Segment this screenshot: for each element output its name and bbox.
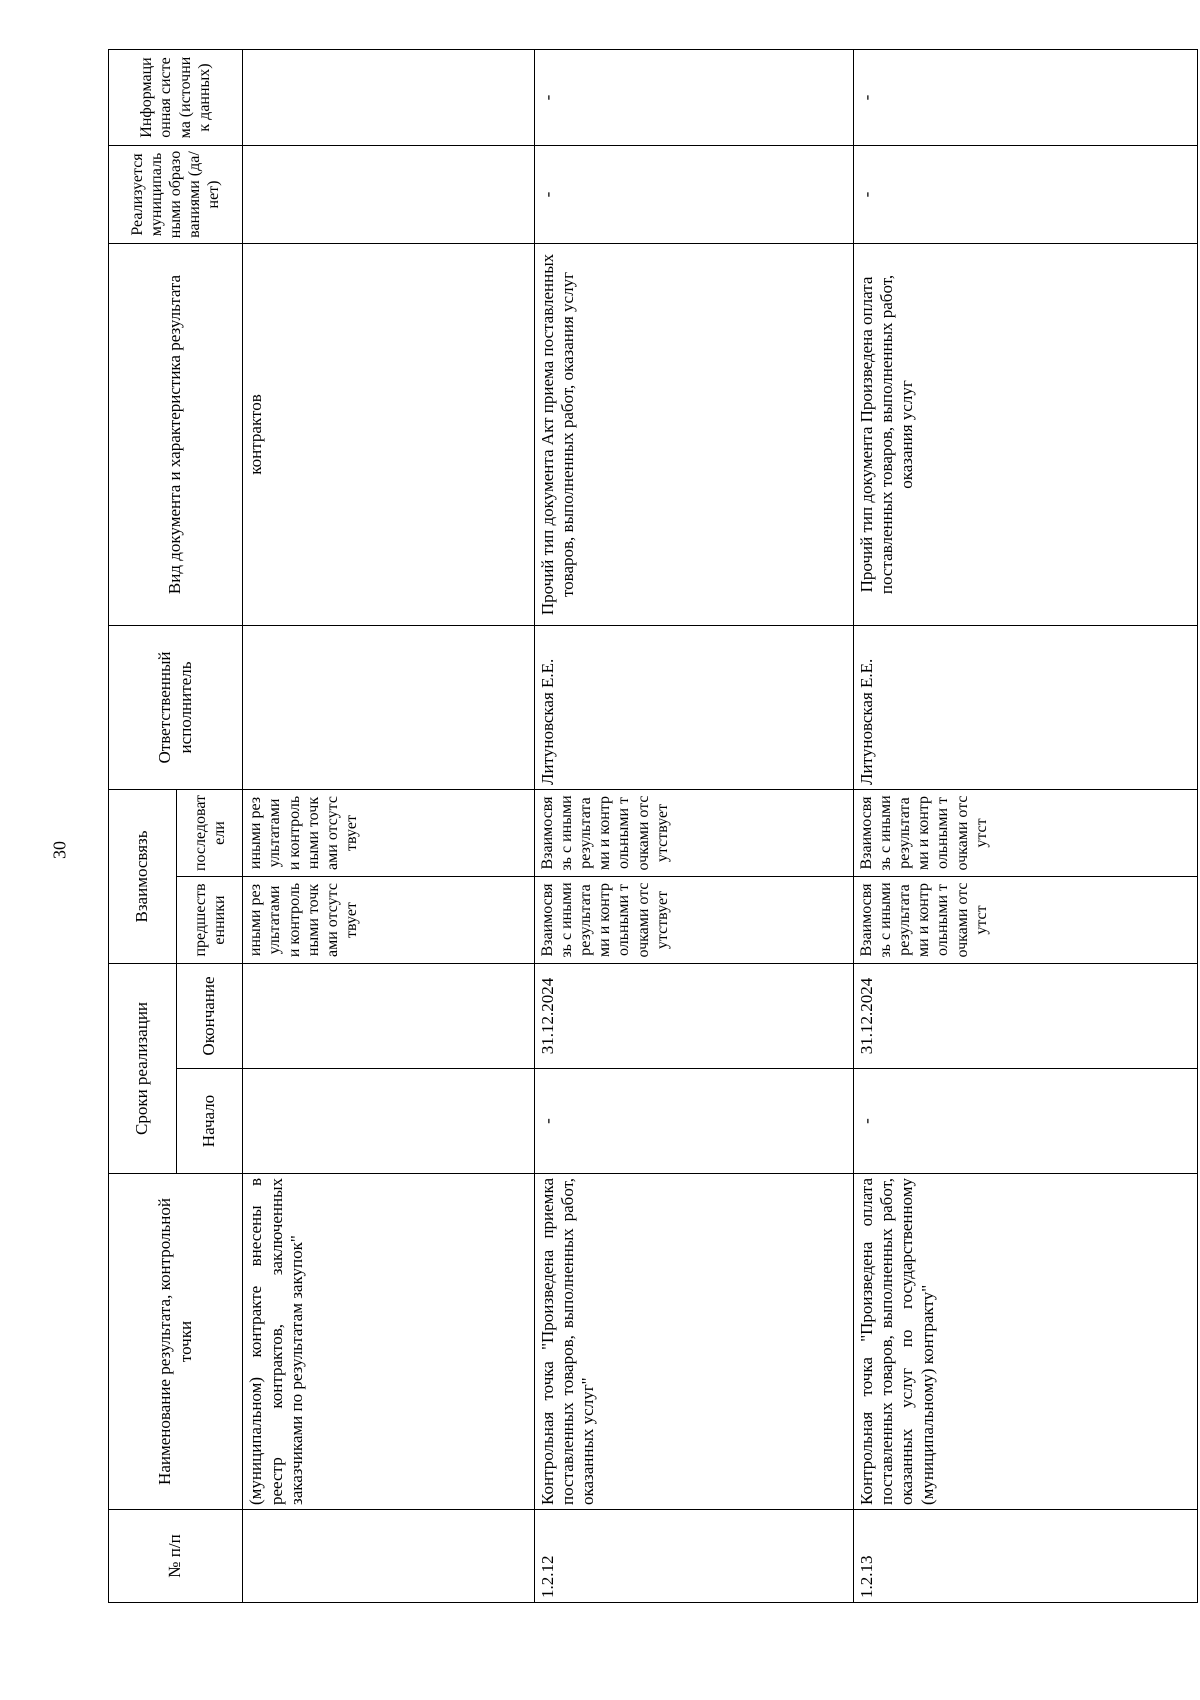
row-document: контрактов [243,243,535,625]
row-document: Прочий тип документа Акт приема поставленных товаров, выполненных работ, оказания услуг [534,243,853,625]
row-successors: иными результатами и контрольными точками отсутствует [243,789,535,876]
row-num: 1.2.12 [534,1510,853,1603]
header-start: Начало [177,1069,243,1174]
table-row [534,49,853,1602]
header-responsible: Ответственный исполнитель [109,625,243,789]
rotated-page [108,50,1198,1603]
row-system: - [534,49,853,145]
row-end: 31.12.2024 [534,964,853,1069]
row-name: (муниципальном) контракте внесены в реестр контрактов, заключенных заказчиками по результатам закупок" [243,1174,535,1510]
row-start [243,1069,535,1174]
row-responsible [243,625,535,789]
row-end [243,964,535,1069]
row-predecessors: Взаимосвязь с иными результатами и контрольными точками отсутст [853,877,1197,964]
page-number: 30 [49,841,70,859]
row-responsible: Литуновская Е.Е. [853,625,1197,789]
row-end: 31.12.2024 [853,964,1197,1069]
header-document: Вид документа и характеристика результата [109,243,243,625]
header-name: Наименование результата, контрольной точки [109,1174,243,1510]
header-num: № п/п [109,1510,243,1603]
table-row [243,49,535,1602]
row-municipal: - [534,145,853,243]
row-start: - [853,1069,1197,1174]
table-row [853,49,1197,1602]
row-predecessors: Взаимосвязь с иными результатами и контрольными точками отсутствует [534,877,853,964]
plan-table [108,49,1198,1603]
row-document: Прочий тип документа Произведена оплата поставленных товаров, выполненных работ, оказания услуг [853,243,1197,625]
row-responsible: Литуновская Е.Е. [534,625,853,789]
row-system [243,49,535,145]
header-predecessors: предшественники [177,877,243,964]
header-end: Окончание [177,964,243,1069]
row-num: 1.2.13 [853,1510,1197,1603]
row-predecessors: иными результатами и контрольными точками отсутствует [243,877,535,964]
row-name: Контрольная точка "Произведена оплата поставленных товаров, выполненных работ, оказанных услуг по государственному (муниципальному) контракту" [853,1174,1197,1510]
row-municipal [243,145,535,243]
row-system: - [853,49,1197,145]
header-municipal: Реализуется муниципальными образованиями (да/нет) [109,145,243,243]
row-name: Контрольная точка "Произведена приемка поставленных товаров, выполненных работ, оказанных услуг" [534,1174,853,1510]
row-successors: Взаимосвязь с иными результатами и контрольными точками отсутст [853,789,1197,876]
row-municipal: - [853,145,1197,243]
header-system: Информационная система (источник данных) [109,49,243,145]
header-successors: последователи [177,789,243,876]
row-num [243,1510,535,1603]
row-successors: Взаимосвязь с иными результатами и контрольными точками отсутствует [534,789,853,876]
header-dates: Сроки реализации [109,964,177,1174]
row-start: - [534,1069,853,1174]
header-relation: Взаимосвязь [109,789,177,963]
